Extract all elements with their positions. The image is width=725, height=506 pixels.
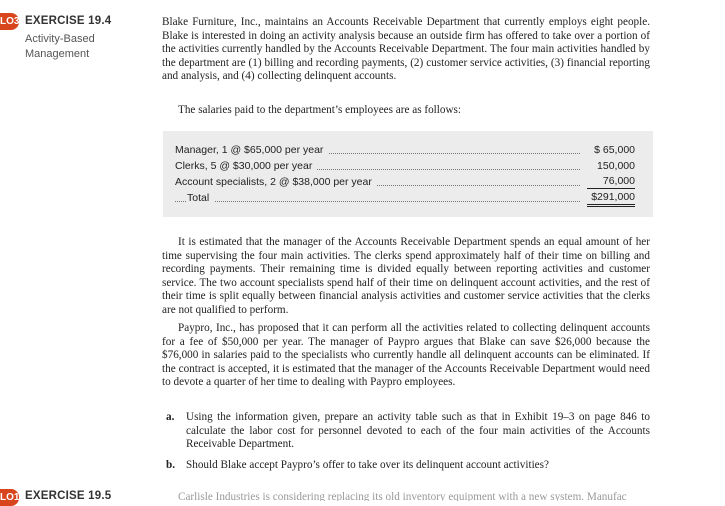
row-value: 150,000 <box>597 160 635 172</box>
table-row <box>170 142 640 158</box>
next-learning-objective-tag: LO1 <box>0 489 19 506</box>
total-label: Total <box>187 190 214 206</box>
exercise-title: EXERCISE 19.4 <box>25 15 112 27</box>
row-value: $ 65,000 <box>594 144 635 156</box>
row-label: Clerks, 5 @ $30,000 per year <box>175 158 317 174</box>
exercise-subtitle: Activity-Based Management <box>25 33 95 60</box>
learning-objective-tag: LO3 <box>0 13 19 30</box>
intro-paragraph: Blake Furniture, Inc., maintains an Accounts Receivable Department that currently employs eight people. Blake is interested in doing an activity analysis because an outside firm has offered to take over a portion of the activities currently handled by the Accounts Receivable Department. The four main activities handled by the department are (1) billing and recording payments, (2) customer service activities, (3) financial reporting and analysis, and (4) collecting delinquent accounts. <box>162 16 650 83</box>
row-label: Account specialists, 2 @ $38,000 per year <box>175 174 377 190</box>
table-total-row <box>170 190 640 206</box>
question-b-label: b. <box>166 459 176 471</box>
next-exercise-first-line: Carlisle Industries is considering replacing its old inventory equipment with a new system. Manufac <box>178 491 627 501</box>
next-exercise-title: EXERCISE 19.5 <box>25 490 112 502</box>
table-row <box>170 174 640 190</box>
row-label: Manager, 1 @ $65,000 per year <box>175 142 328 158</box>
question-b-text: Should Blake accept Paypro’s offer to take over its delinquent account activities? <box>186 459 549 471</box>
question-a-label: a. <box>166 411 175 423</box>
row-value: 76,000 <box>587 174 635 189</box>
table-row <box>170 158 640 174</box>
paypro-paragraph: Paypro, Inc., has proposed that it can perform all the activities related to collecting delinquent accounts for a fee of $50,000 per year. The manager of Paypro argues that Blake can save $26,000 because the $76,000 in salaries paid to the specialists who currently handle all delinquent accounts can be eliminated. If the contract is accepted, it is estimated that the manager of the Accounts Receivable Department would need to devote a quarter of her time to dealing with Paypro employees. <box>162 322 650 389</box>
salaries-intro-paragraph: The salaries paid to the department’s employees are as follows: <box>178 104 462 116</box>
estimate-paragraph: It is estimated that the manager of the Accounts Receivable Department spends an equal amount of her time supervising the four main activities. The clerks spend approximately half of their time on billing and recording payments. Their remaining time is divided equally between reporting activities and customer service. The two account specialists spend half of their time on delinquent account activities, and the rest of their time is split equally between financial analysis activities and customer service activities that the clerks are not qualified to perform. <box>162 236 650 316</box>
salary-table <box>163 131 653 217</box>
question-a-text: Using the information given, prepare an activity table such as that in Exhibit 19–3 on page 846 to calculate the labor cost for personnel devoted to each of the four main activities of the Accounts Receivable Department. <box>186 411 650 451</box>
total-value: $291,000 <box>587 190 635 207</box>
